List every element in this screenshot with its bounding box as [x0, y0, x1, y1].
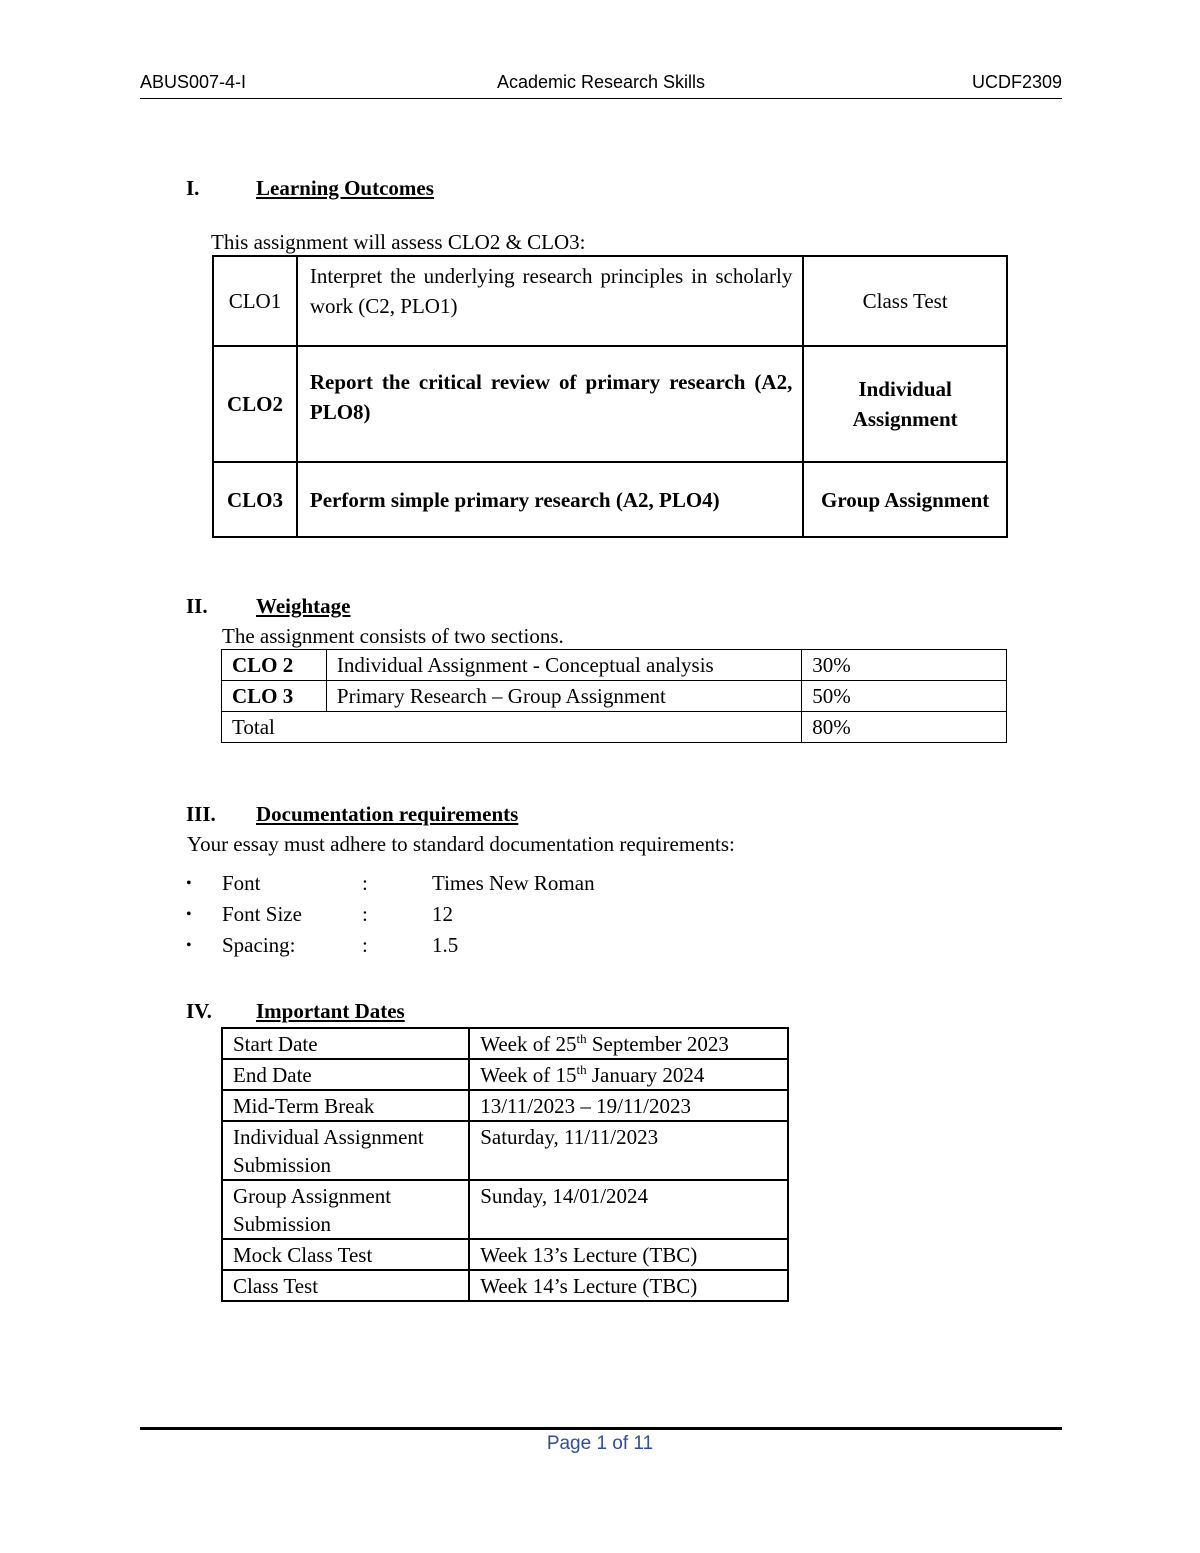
date-label: Group Assignment Submission	[222, 1180, 469, 1239]
clo-code: CLO2	[213, 346, 297, 462]
date-value: 13/11/2023 – 19/11/2023	[469, 1090, 788, 1121]
table-row	[222, 681, 1007, 712]
section-title: Important Dates	[256, 999, 405, 1023]
requirement-separator: :	[362, 902, 368, 926]
date-value: Week 14’s Lecture (TBC)	[469, 1270, 788, 1301]
bullet-icon: •	[186, 875, 192, 892]
weight-percent: 30%	[802, 650, 1007, 681]
requirement-separator: :	[362, 933, 368, 957]
date-value: Sunday, 14/01/2024	[469, 1180, 788, 1239]
footer-divider	[140, 1427, 1062, 1430]
requirement-value: 12	[432, 902, 453, 926]
clo-description: Interpret the underlying research principles in scholarly work (C2, PLO1)	[297, 256, 803, 346]
weight-description: Individual Assignment - Conceptual analysis	[326, 650, 801, 681]
clo-assessment: Group Assignment	[803, 462, 1007, 537]
requirement-value: Times New Roman	[432, 871, 595, 895]
clo-assessment: Class Test	[803, 256, 1007, 346]
date-value: Week 13’s Lecture (TBC)	[469, 1239, 788, 1270]
clo-intro: This assignment will assess CLO2 & CLO3:	[211, 230, 586, 254]
requirement-separator: :	[362, 871, 368, 895]
requirement-key: Spacing:	[222, 933, 296, 957]
table-row	[222, 1090, 788, 1121]
date-label: End Date	[222, 1059, 469, 1090]
date-label: Start Date	[222, 1028, 469, 1059]
weight-clo: CLO 2	[222, 650, 327, 681]
date-value: Week of 15th January 2024	[469, 1059, 788, 1090]
section-documentation	[186, 802, 686, 830]
section-title: Weightage	[256, 594, 351, 618]
weightage-table	[221, 649, 1007, 743]
intake-code: UCDF2309	[971, 72, 1062, 92]
clo-description: Perform simple primary research (A2, PLO4)	[297, 462, 803, 537]
date-label: Mid-Term Break	[222, 1090, 469, 1121]
documentation-intro: Your essay must adhere to standard documentation requirements:	[187, 832, 735, 856]
clo-table	[212, 255, 1008, 538]
section-title: Learning Outcomes	[256, 176, 434, 200]
table-row	[222, 1028, 788, 1059]
date-value: Week of 25th September 2023	[469, 1028, 788, 1059]
section-number: III.	[186, 802, 216, 826]
table-row	[222, 1059, 788, 1090]
table-row	[213, 256, 1007, 346]
requirement-key: Font Size	[222, 902, 302, 926]
clo-description: Report the critical review of primary research (A2, PLO8)	[297, 346, 803, 462]
table-row-total	[222, 712, 1007, 743]
bullet-icon: •	[186, 906, 192, 923]
section-important-dates	[186, 999, 586, 1027]
table-row	[222, 1239, 788, 1270]
date-label: Mock Class Test	[222, 1239, 469, 1270]
weight-percent: 50%	[802, 681, 1007, 712]
dates-table	[221, 1027, 789, 1302]
weight-clo: CLO 3	[222, 681, 327, 712]
weight-total-label: Total	[222, 712, 802, 743]
clo-code: CLO1	[213, 256, 297, 346]
requirement-value: 1.5	[432, 933, 459, 957]
table-row	[222, 1270, 788, 1301]
section-weightage	[186, 594, 586, 622]
table-row	[222, 650, 1007, 681]
date-label: Class Test	[222, 1270, 469, 1301]
section-number: I.	[186, 176, 200, 200]
clo-code: CLO3	[213, 462, 297, 537]
bullet-icon: •	[186, 937, 192, 954]
section-number: IV.	[186, 999, 212, 1023]
date-label: Individual Assignment Submission	[222, 1121, 469, 1180]
section-title: Documentation requirements	[256, 802, 519, 826]
table-row	[222, 1180, 788, 1239]
clo-assessment: Individual Assignment	[803, 346, 1007, 462]
section-number: II.	[186, 594, 208, 618]
page-header	[140, 70, 1062, 99]
table-row	[213, 462, 1007, 537]
module-title: Academic Research Skills	[496, 72, 706, 92]
weight-total-percent: 80%	[802, 712, 1007, 743]
page-number: Page 1 of 11	[546, 1433, 654, 1454]
requirement-key: Font	[222, 871, 261, 895]
table-row	[213, 346, 1007, 462]
section-learning-outcomes	[186, 176, 586, 204]
weightage-intro: The assignment consists of two sections.	[222, 624, 564, 648]
table-row	[222, 1121, 788, 1180]
date-value: Saturday, 11/11/2023	[469, 1121, 788, 1180]
course-code: ABUS007-4-I	[140, 72, 247, 92]
weight-description: Primary Research – Group Assignment	[326, 681, 801, 712]
